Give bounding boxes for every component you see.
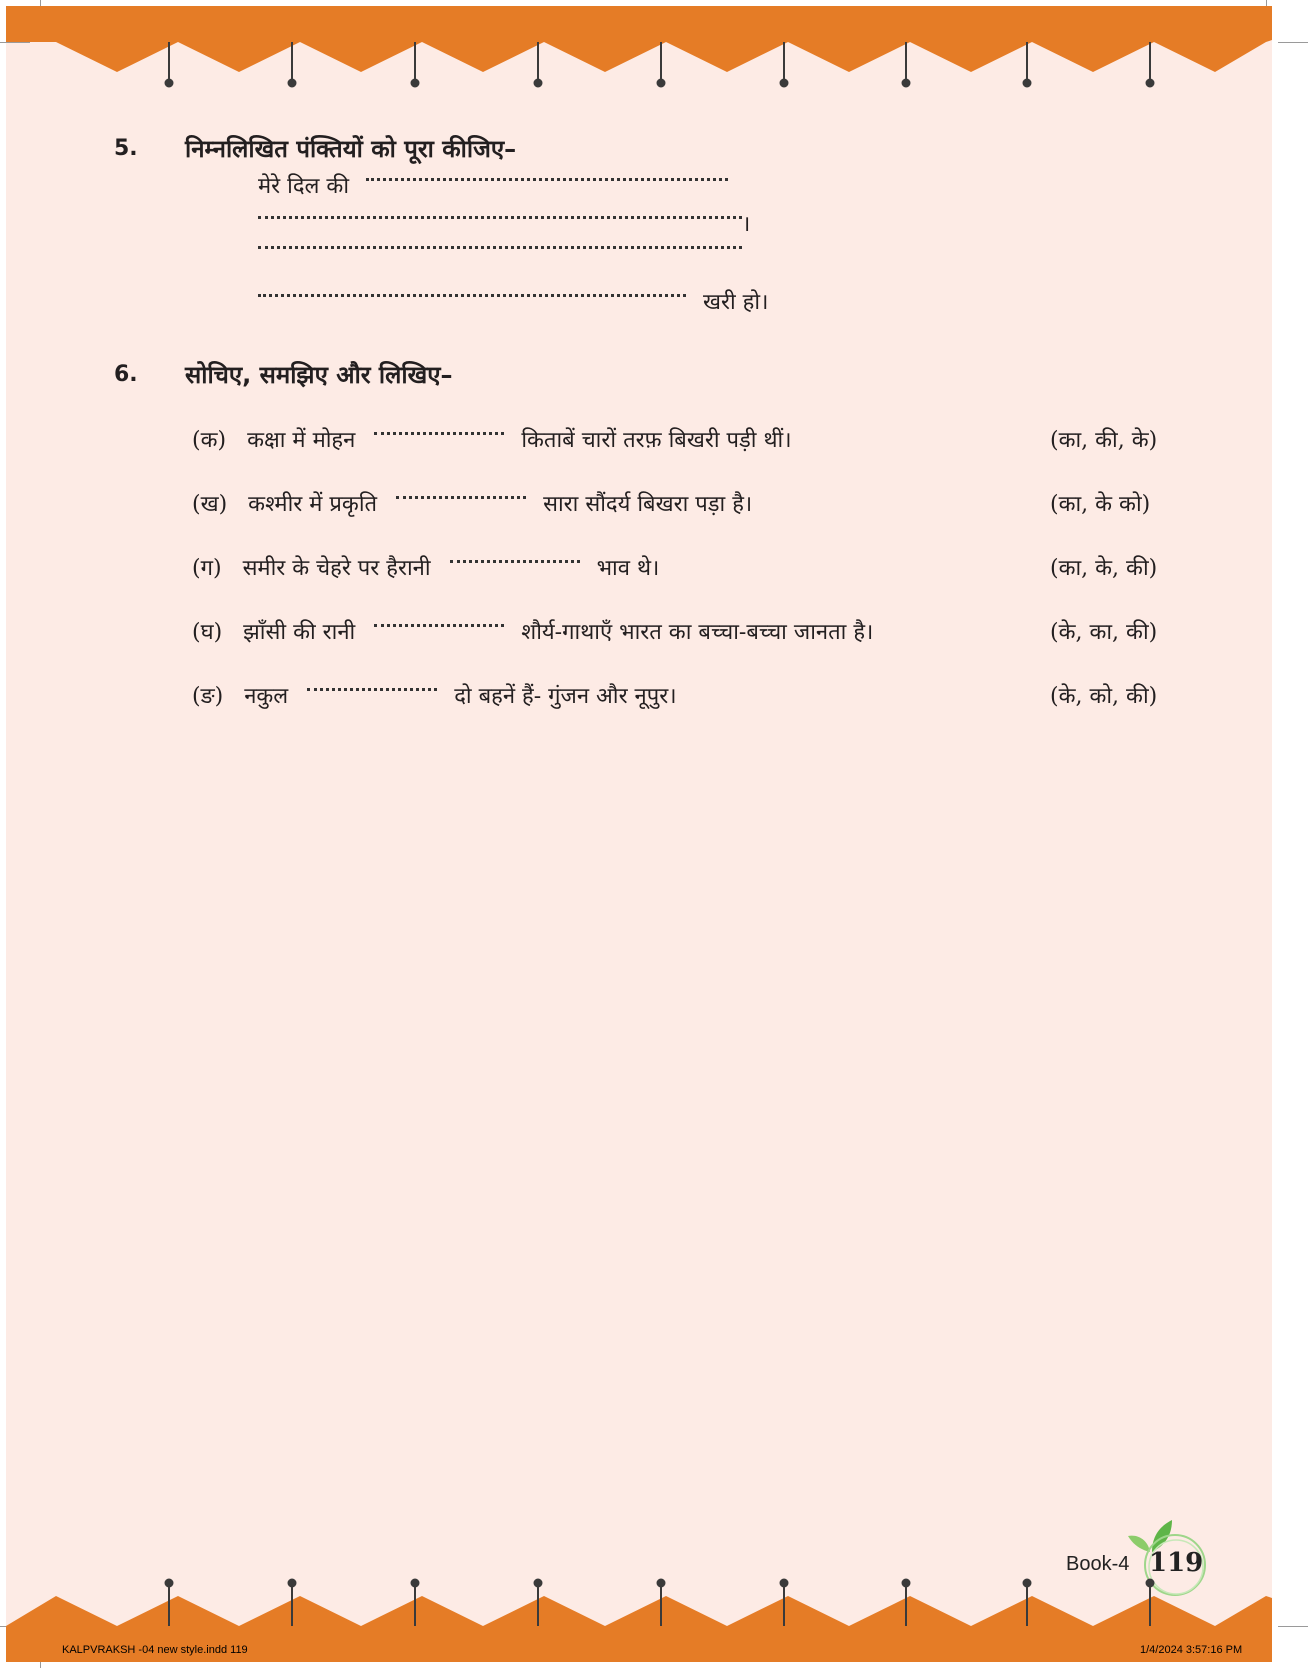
slug-file-info: KALPVRAKSH -04 new style.indd 119 [62, 1644, 248, 1656]
blank-dotted-line [366, 178, 728, 181]
item-label: (घ) [192, 620, 223, 645]
q6-item-nga [192, 680, 677, 710]
question-5-number: 5. [114, 136, 138, 161]
book-label: Book-4 [1066, 1553, 1130, 1575]
item-text-after: किताबें चारों तरफ़ बिखरी पड़ी थीं। [521, 428, 792, 453]
item-text-after: सारा सौंदर्य बिखरा पड़ा है। [543, 492, 753, 517]
q6-item-gha-choices: (के, का, की) [1050, 620, 1158, 645]
item-text-after: भाव थे। [596, 556, 660, 581]
q5-line-4 [258, 286, 768, 316]
q5-line-1-text: मेरे दिल की [258, 174, 350, 199]
question-6-number: 6. [114, 362, 138, 387]
question-5-title: निम्नलिखित पंक्तियों को पूरा कीजिए– [185, 135, 517, 163]
q5-line-3 [258, 242, 742, 267]
top-zigzag-border [0, 0, 1308, 90]
item-text-before: कक्षा में मोहन [247, 428, 356, 453]
q5-line-1 [258, 170, 728, 200]
blank-dotted-line [258, 246, 742, 249]
item-label: (ङ) [192, 684, 224, 709]
item-text-before: नकुल [244, 684, 289, 709]
item-text-before: समीर के चेहरे पर हैरानी [242, 556, 431, 581]
blank-dotted-line [307, 688, 437, 691]
blank-dotted-line [396, 496, 526, 499]
q5-line-2 [258, 208, 750, 238]
q6-item-gha [192, 616, 873, 646]
blank-dotted-line [374, 624, 504, 627]
item-text-after: शौर्य-गाथाएँ भारत का बच्चा-बच्चा जानता है। [521, 620, 874, 645]
page-number: 119 [1149, 1548, 1204, 1578]
item-text-before: झाँसी की रानी [243, 620, 356, 645]
q6-item-ka-choices: (का, की, के) [1050, 428, 1158, 453]
item-text-before: कश्मीर में प्रकृति [248, 492, 378, 517]
blank-dotted-line [258, 294, 686, 297]
blank-dotted-line [374, 432, 504, 435]
item-label: (ग) [192, 556, 222, 581]
slug-timestamp: 1/4/2024 3:57:16 PM [1140, 1644, 1243, 1656]
q6-item-ka [192, 424, 792, 454]
blank-dotted-line [258, 216, 742, 219]
q5-line-4-end: खरी हो। [703, 290, 769, 315]
item-label: (ख) [192, 492, 228, 517]
item-text-after: दो बहनें हैं- गुंजन और नूपुर। [454, 684, 677, 709]
q6-item-ga [192, 552, 659, 582]
question-6-title: सोचिए, समझिए और लिखिए– [185, 361, 453, 389]
q6-item-ga-choices: (का, के, की) [1050, 556, 1158, 581]
item-label: (क) [192, 428, 227, 453]
q5-line-2-end: । [742, 212, 751, 237]
q6-item-kha [192, 488, 752, 518]
q6-item-kha-choices: (का, के को) [1050, 492, 1151, 517]
blank-dotted-line [450, 560, 580, 563]
q6-item-nga-choices: (के, को, की) [1050, 684, 1158, 709]
